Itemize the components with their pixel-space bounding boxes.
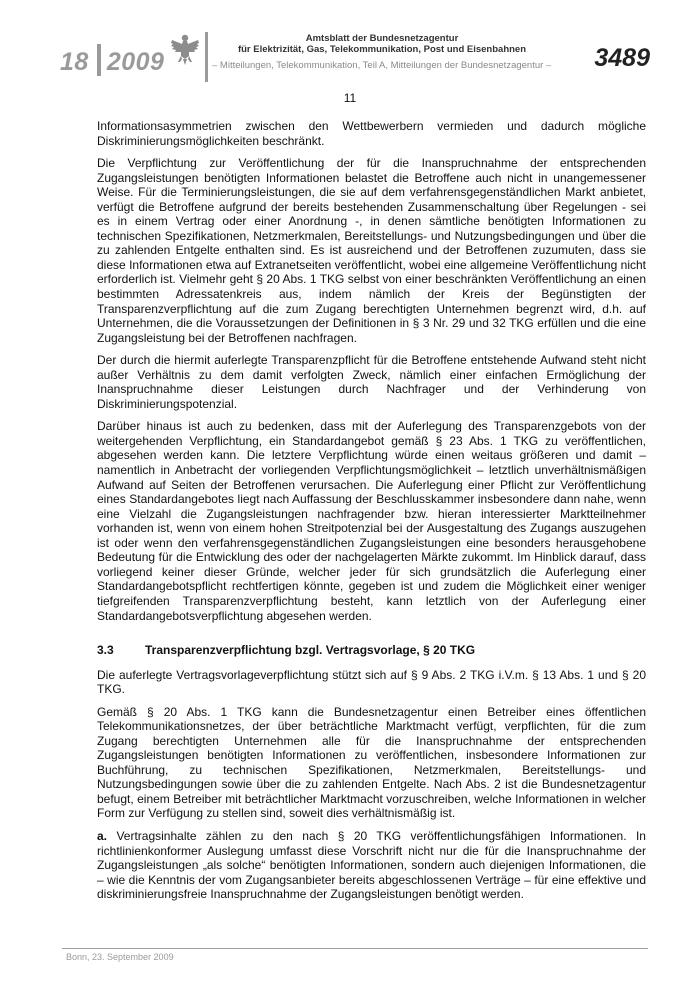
footer-location-date: Bonn, 23. September 2009 <box>66 952 174 962</box>
header-divider <box>205 32 208 82</box>
paragraph: Gemäß § 20 Abs. 1 TKG kann die Bundesnetzagentur einen Betreiber eines öffentlichen Telekommunikationsnetzes, der über beträchtliche Marktmacht verfügt, verpflichten, für die zum Zugang berechtigten Unternehmen alle für die Inanspruchnahme der entsprechenden Zugangsleistungen benötigten Informationen zu veröffentlichen, insbesondere Informationen zur Buchführung, zu technischen Spezifikationen, Netzmerkmalen, Bereitstellungs- und Nutzungsbedingungen sowie über die zu zahlenden Entgelte. Nach Abs. 2 ist die Bundesnetzagentur befugt, einem Betreiber mit beträchtlicher Marktmacht vorzuschreiben, welche Informationen in welcher Form zur Verfügung zu stellen sind, soweit dies verhältnismäßig ist. <box>97 704 646 821</box>
inner-page-number: 11 <box>343 91 357 105</box>
paragraph: Darüber hinaus ist auch zu bedenken, dass mit der Auferlegung des Transparenzgebots von der weitergehenden Verpflichtung, ein Standardangebot gemäß § 23 Abs. 1 TKG zu veröffentlichen, abgesehen werden kann. Die letztere Verpflichtung würde einen weitaus größeren und damit – namentlich in Anbetracht der vorliegenden Verpflichtungsmöglichkeit – letztlich unverhältnismäßigen Aufwand auf Seiten der Betroffenen verursachen. Die Auferlegung einer Pflicht zur Veröffentlichung eines Standardangebotes liegt nach Auffassung der Beschlusskammer insbesondere dann nahe, wenn eine Vielzahl die Zugangsleistungen nachfragender bzw. hieran interessierter Marktteilnehmer vorhanden ist, wenn von einem hohen Streitpotenzial bei der Ausgestaltung des Zugangs auszugehen ist oder wenn den verfahrensgegenständlichen Zugangsleistungen eine besonders herausgehobene Bedeutung für die Entwicklung des oder der nachgelagerten Märkte zukommt. Im Hinblick darauf, dass vorliegend keiner dieser Gründe, welcher jeder für sich grundsätzlich die Auferlegung einer Standardangebotspflicht rechtfertigen könnte, gegeben ist und zudem die Möglichkeit einer weniger tiefgreifenden Transparenzverpflichtung besteht, kann letztlich von der Auferlegung einer Standardangebotsverpflichtung abgesehen werden. <box>97 419 646 623</box>
paragraph: Die auferlegte Vertragsvorlageverpflichtung stützt sich auf § 9 Abs. 2 TKG i.V.m. § 13 Abs. 1 und § 20 TKG. <box>97 667 646 697</box>
page-number: 3489 <box>594 44 650 72</box>
footer-rule <box>62 948 648 949</box>
issue-separator <box>97 44 101 76</box>
paragraph: Die Verpflichtung zur Veröffentlichung der für die Inanspruchnahme der entsprechenden Zugangsleistungen benötigten Informationen belastet die Betroffene auch nicht in unangemessener Weise. Für die Terminierungsleistungen, die sie auf dem verfahrensgegenständlichen Markt anbietet, verfügt die Betroffene aufgrund der bereits bestehenden Zusammenschaltung über Regelungen - sei es in einem Vertrag oder einer Anordnung -, in denen sämtliche benötigten Informationen zu technischen Spezifikationen, Netzmerkmalen, Bereitstellungs- und Nutzungsbedingungen und über die zu zahlenden Entgelte enthalten sind. Es ist ausreichend und der Betroffenen zuzumuten, dass sie diese Informationen etwa auf Extranetseiten veröffentlicht, wobei eine allgemeine Veröffentlichung nicht erforderlich ist. Vielmehr geht § 20 Abs. 1 TKG selbst von einer beschränkten Veröffentlichung an einen bestimmten Adressatenkreis aus, indem nämlich der Kreis der Begünstigten der Transparenzverpflichtung auf die zum Zugang berechtigten Unternehmen begrenzt wird, d.h. auf Unternehmen, die die Voraussetzungen der Definitionen in § 3 Nr. 29 und 32 TKG erfüllen und die eine Zugangsleistung bei der Betroffenen nachfragen. <box>97 156 646 345</box>
issue-label <box>60 44 164 77</box>
paragraph: Informationsasymmetrien zwischen den Wettbewerbern vermieden und dadurch mögliche Diskriminierungsmöglichkeiten beschränkt. <box>97 119 646 148</box>
section-title: Transparenzverpflichtung bzgl. Vertragsvorlage, § 20 TKG <box>145 643 476 658</box>
paragraph <box>97 829 646 902</box>
gazette-section: – Mitteilungen, Telekommunikation, Teil A, Mitteilungen der Bundesnetzagentur – <box>212 60 552 71</box>
gazette-subtitle: für Elektrizität, Gas, Telekommunikation, Post und Eisenbahnen <box>237 44 527 55</box>
federal-eagle-icon <box>170 32 200 68</box>
section-number: 3.3 <box>97 643 114 658</box>
issue-year: 2009 <box>106 48 165 76</box>
paragraph: Der durch die hiermit auferlegte Transparenzpflicht für die Betroffene entstehende Aufwand steht nicht außer Verhältnis zu dem damit verfolgten Zweck, nämlich einer einfachen Ermöglichung der Inanspruchnahme dieser Leistungen durch Nachfrager und der Verhinderung von Diskriminierungspotenzial. <box>97 353 646 411</box>
paragraph-text: Vertragsinhalte zählen zu den nach § 20 TKG veröffentlichungsfähigen Informationen. In richtlinienkonformer Auslegung umfasst diese Vorschrift nicht nur die für die Inanspruchnahme der Zugangsleistungen „als solche“ benötigten Informationen, sondern auch diejenigen Informationen, die – wie die Kenntnis der vom Zugangsanbieter bereits abgeschlossenen Verträge – für eine effektive und diskriminierungsfreie Inanspruchnahme der Zugangsleistungen benötigt werden. <box>97 829 646 902</box>
paragraph-label: a. <box>97 829 108 844</box>
issue-number: 18 <box>60 48 89 76</box>
gazette-title: Amtsblatt der Bundesnetzagentur <box>305 33 459 44</box>
document-body <box>97 119 646 910</box>
section-heading <box>97 643 646 658</box>
